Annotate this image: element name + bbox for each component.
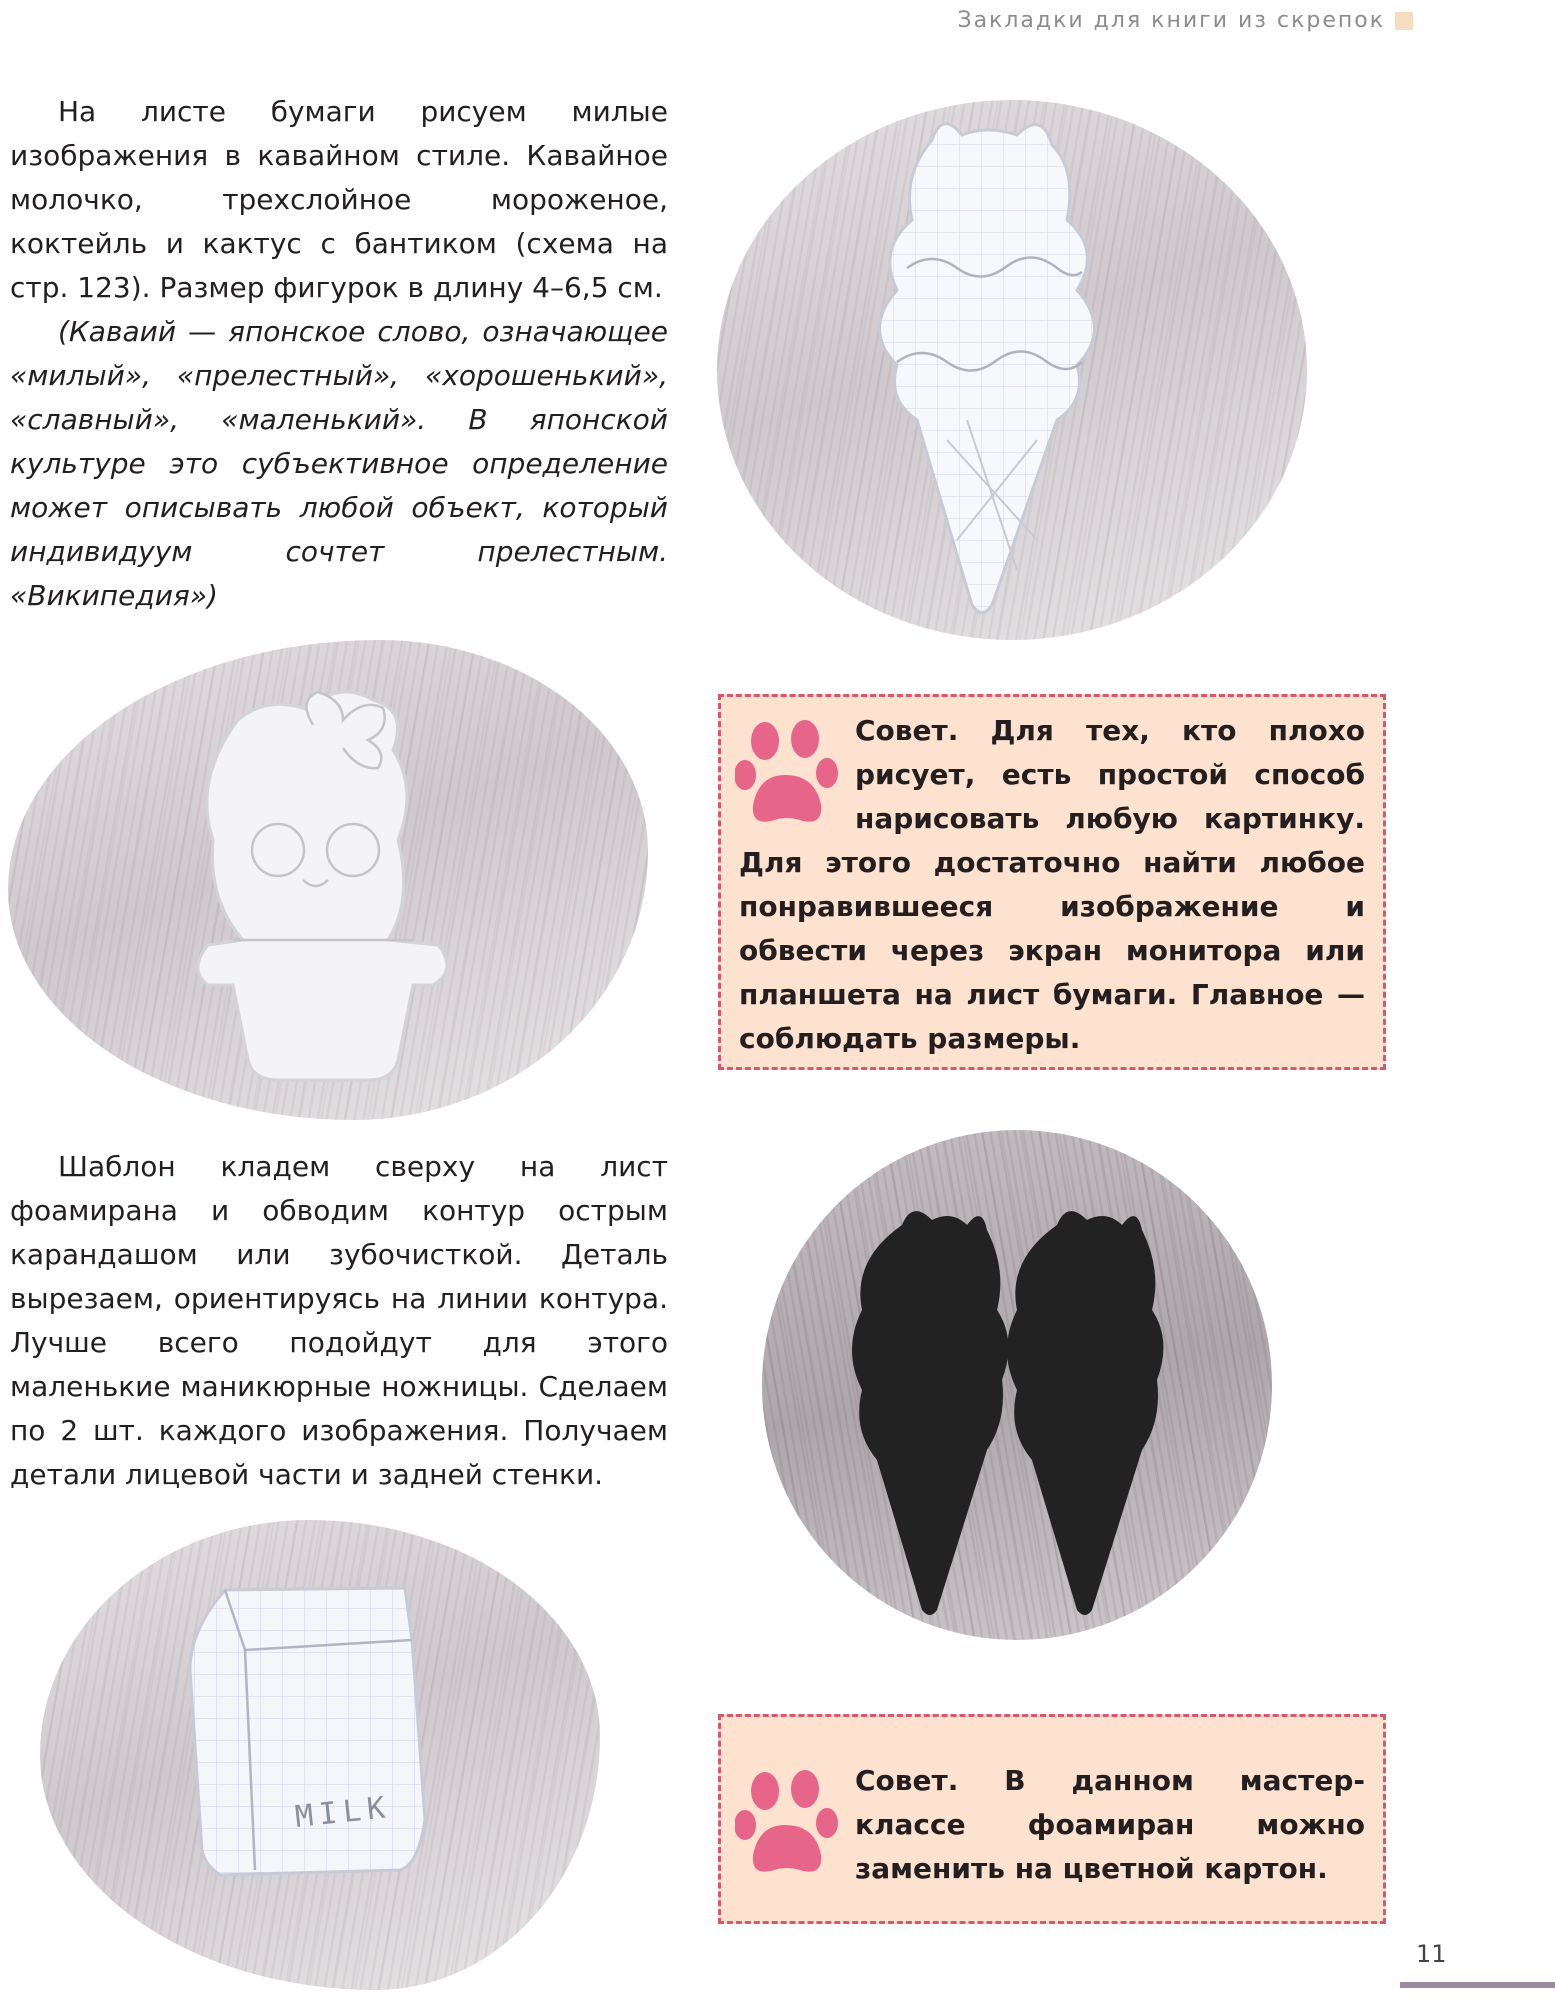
milk-label: MILK	[293, 1790, 393, 1835]
milk-template-shape	[40, 1520, 600, 1990]
tip-text-cardboard: Совет. В данном мастер-классе фоамиран можно заменить на цветной картон.	[855, 1764, 1365, 1885]
paw-icon	[735, 713, 847, 831]
paragraph-kawaii-definition: (Каваий — японское слово, означающее «милый», «прелестный», «хорошенький», «славный», «маленький». В японской культуре это субъективное определение может описывать любой объект, который индивидуум сочтет прелестным. «Википедия»)	[10, 315, 668, 612]
photo-cactus-template	[8, 640, 648, 1120]
tip-box-drawing	[718, 694, 1386, 1070]
photo-milk-template	[40, 1520, 600, 1990]
paragraph-cutting-template: Шаблон кладем сверху на лист фоамирана и обводим контур острым карандашом или зубочисткой. Деталь вырезаем, ориентируясь на линии контура. Лучше всего подойдут для этого маленькие маникюрные ножницы. Сделаем по 2 шт. каждого изображения. Получаем детали лицевой части и задней стенки.	[10, 1150, 668, 1491]
paragraph-sketch-drawings: На листе бумаги рисуем милые изображения в кавайном стиле. Кавайное молочко, трехслойное мороженое, коктейль и кактус с бантиком (схема на стр. 123). Размер фигурок в длину 4–6,5 см.	[10, 95, 668, 304]
photo-icecream-template	[717, 100, 1307, 640]
photo-foam-pieces	[762, 1130, 1272, 1640]
tip-text-drawing: Совет. Для тех, кто плохо рисует, есть простой способ нарисовать любую картинку. Для этого достаточно найти любое понравившееся изображение и обвести через экран монитора или планшета на лист бумаги. Главное — соблюдать размеры.	[739, 714, 1365, 1055]
paw-icon	[735, 1763, 847, 1881]
page-number: 11	[1416, 1940, 1447, 1968]
icecream-template-shape	[717, 100, 1307, 640]
cactus-template-shape	[8, 640, 648, 1120]
running-title: Закладки для книги из скрепок	[957, 8, 1385, 33]
running-title-square	[1395, 12, 1413, 30]
page-footer-rule	[1400, 1982, 1555, 1988]
tip-box-cardboard	[718, 1714, 1386, 1924]
foam-pieces-shape	[762, 1130, 1272, 1640]
